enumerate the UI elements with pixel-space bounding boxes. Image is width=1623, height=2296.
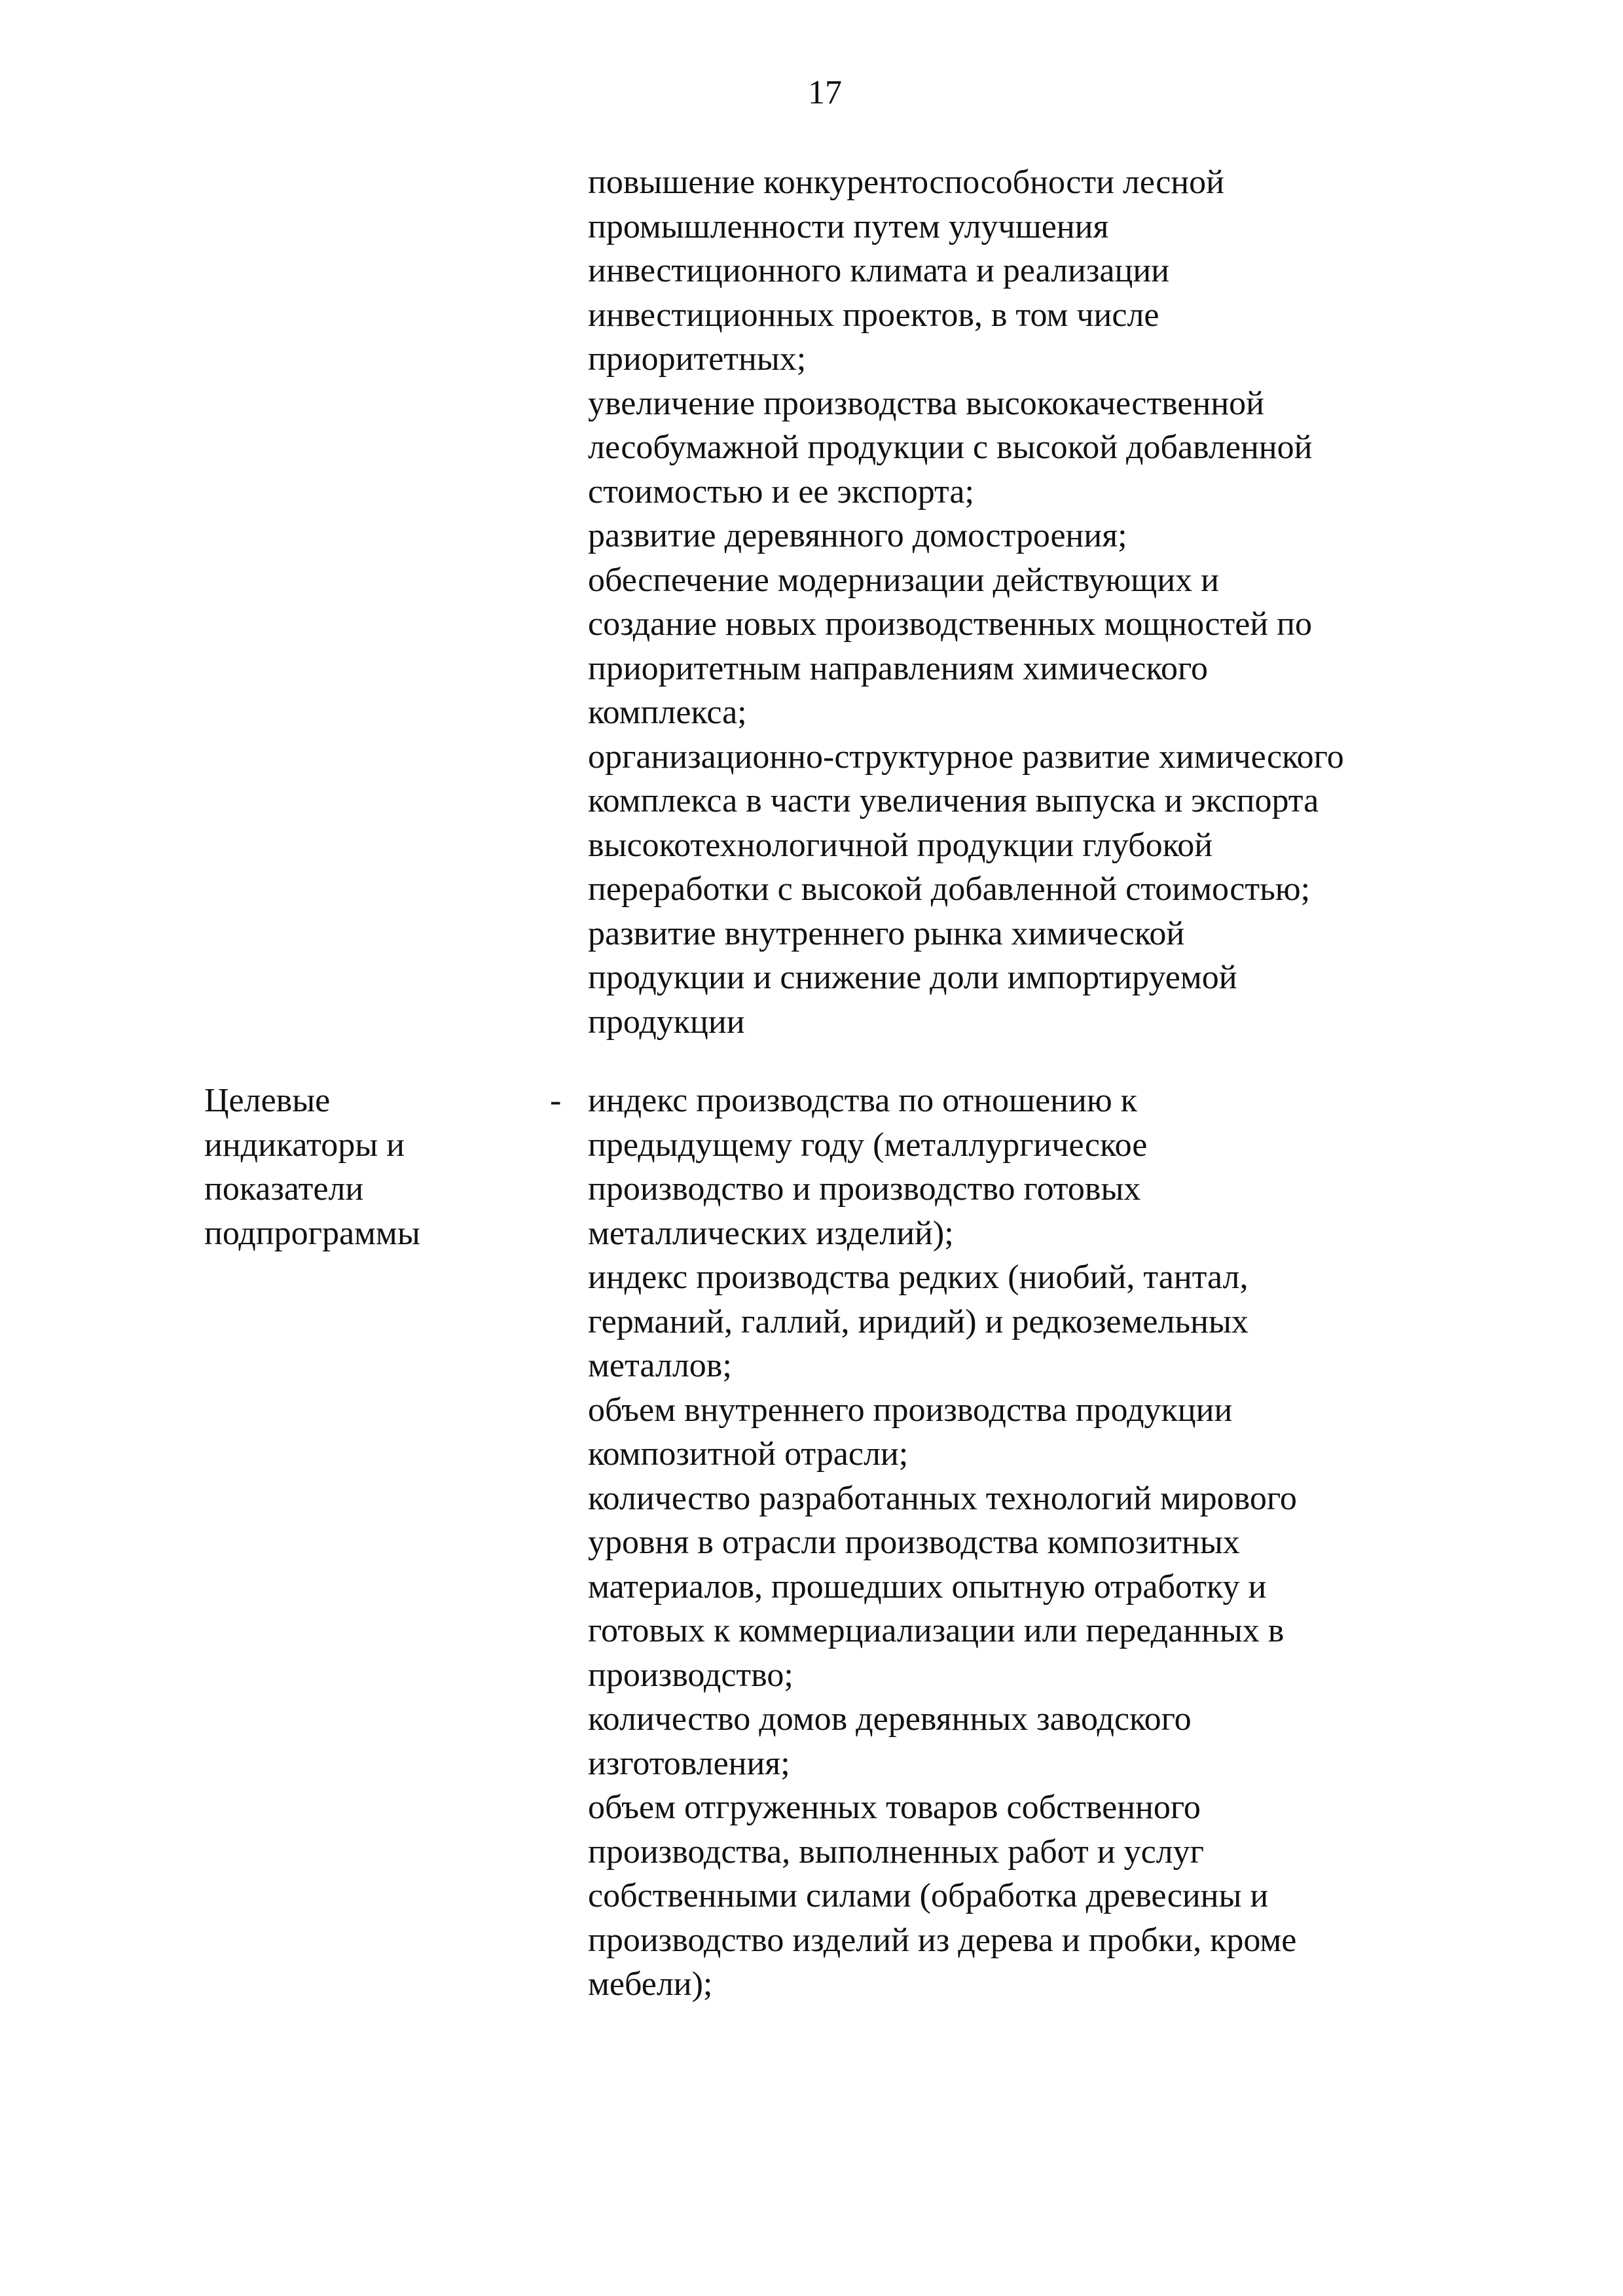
text-line: уровня в отрасли производства композитных [588,1524,1240,1561]
text-line: организационно-структурное развитие химического [588,738,1344,776]
text-line: производства, выполненных работ и услуг [588,1833,1204,1871]
text-line: лесобумажной продукции с высокой добавленной [588,429,1313,466]
text-line: повышение конкурентоспособности лесной [588,164,1224,201]
text-line: мебели); [588,1965,713,2003]
text-line: количество разработанных технологий мирового [588,1479,1297,1517]
page-number: 17 [808,74,842,111]
text-line: обеспечение модернизации действующих и [588,561,1220,599]
text-line: готовых к коммерциализации или переданных в [588,1612,1285,1649]
text-line: материалов, прошедших опытную отработку и [588,1568,1267,1605]
text-line: развитие внутреннего рынка химической [588,914,1185,952]
text-line: приоритетных; [588,340,807,378]
text-line: металлов; [588,1347,732,1384]
text-line: приоритетным направлениям химического [588,649,1209,687]
text-line: стоимостью и ее экспорта; [588,473,974,511]
text-line: германий, галлий, иридий) и редкоземельных [588,1302,1249,1340]
text-line: инвестиционных проектов, в том числе [588,296,1159,334]
text-line: продукции и снижение доли импортируемой [588,959,1237,996]
text-line: композитной отрасли; [588,1435,909,1473]
text-line: металлических изделий); [588,1214,954,1252]
label-line: Целевые [204,1082,331,1119]
text-line: собственными силами (обработка древесины и [588,1877,1269,1914]
text-line: индекс производства редких (ниобий, тантал, [588,1259,1249,1296]
text-line: промышленности путем улучшения [588,207,1109,245]
text-line: развитие деревянного домостроения; [588,517,1127,554]
text-line: производство и производство готовых [588,1170,1141,1208]
continued-text-block [588,160,1504,1044]
text-line: объем внутреннего производства продукции [588,1391,1233,1429]
label-line: индикаторы и [204,1126,405,1164]
text-line: переработки с высокой добавленной стоимостью; [588,870,1311,908]
text-line: создание новых производственных мощностей по [588,605,1312,643]
text-line: индекс производства по отношению к [588,1082,1137,1119]
text-line: увеличение производства высококачественной [588,384,1264,422]
section-dash: - [550,1082,562,1119]
text-line: производство; [588,1656,793,1694]
text-line: комплекса; [588,694,747,731]
text-line: изготовления; [588,1744,790,1782]
indicators-section-label [204,1079,519,1255]
text-line: высокотехнологичной продукции глубокой [588,826,1213,864]
text-line: продукции [588,1003,745,1041]
text-line: производство изделий из дерева и пробки, кроме [588,1921,1297,1959]
text-line: предыдущему году (металлургическое [588,1126,1148,1164]
text-line: объем отгруженных товаров собственного [588,1789,1201,1826]
indicators-text-block [588,1079,1504,2007]
label-line: подпрограммы [204,1214,420,1252]
text-line: инвестиционного климата и реализации [588,252,1169,289]
text-line: комплекса в части увеличения выпуска и экспорта [588,782,1319,819]
text-line: количество домов деревянных заводского [588,1700,1192,1738]
label-line: показатели [204,1170,364,1208]
